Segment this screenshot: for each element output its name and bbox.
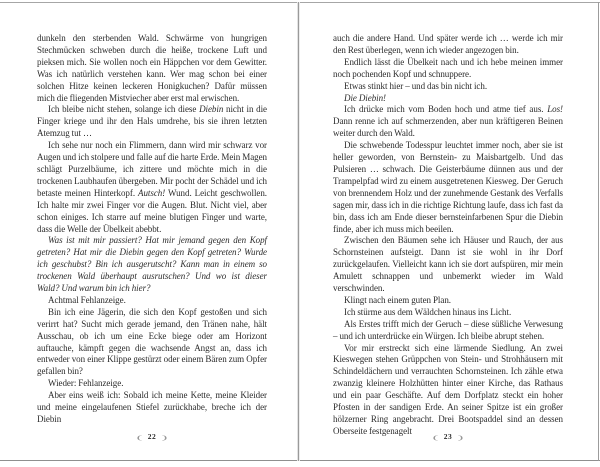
text-run: Dann renne ich auf schmerzenden, aber nun kräftigeren Beinen weiter durch den Wald.: [333, 116, 563, 139]
text-run: Was ist mit mir passiert? Hat mir jemand gegen den Kopf getreten? Hat mir die Diebin gegen den Kopf getreten? Wurde ich geschubst? Bin ich ausgerutscht? Kann man in einem so trockenen Wald überhaupt ausrutschen? Und wo ist dieser Wald? Und warum bin ich hier?: [37, 235, 267, 294]
paragraph: [333, 93, 563, 105]
text-run: dunkeln den sterbenden Wald. Schwärme von hungrigen Stechmücken schweben durch die heiße, trockene Luft und pieksen mich. Sie wollen noch ein Häppchen vor dem Gewitter. Was ich natürlich verstehen kann. Wer mag schon bei einer solchen Hitze keinen leckeren Honigkuchen? Dafür müssen mich die fliegenden Mistviecher aber erst mal erwischen.: [37, 33, 267, 103]
paragraph: [37, 378, 267, 390]
text-run: Aber eins weiß ich: Sobald ich meine Kette, meine Kleider und meine eingelaufenen Stiefel zurückhabe, breche ich der Diebin: [37, 390, 267, 424]
page-left-folio: [37, 427, 267, 445]
paragraph: [333, 81, 563, 93]
scan-bottom-edge-line: [0, 460, 600, 461]
text-run: Als Erstes trifft mich der Geruch – diese süßliche Verwesung – und ich unterdrücke ein Würgen. Ich bleibe abrupt stehen.: [333, 318, 563, 341]
paragraph: [37, 295, 267, 307]
text-run: Vor mir erstreckt sich eine lärmende Siedlung. An zwei Kieswegen stehen Grüppchen von Stein- und Strohhäusern mit Schindeldächern und verrauchten Schornsteinen. Ich zähle etwa zwanzig kleinere Holzhütten hinter einer Kirche, das Rathaus und ein paar Geschäfte. Auf dem Dorfplatz steckt ein hoher Pfosten in der sandigen Erde. An seiner Spitze ist ein großer hölzerner Ring angebracht. Drei Bootspaddel sind an dessen Oberseite festgenagelt: [333, 342, 563, 436]
text-run: Ich bleibe nicht stehen, solange ich diese: [48, 104, 200, 115]
text-run: Ich drücke mich vom Boden hoch und atme tief aus.: [344, 104, 548, 115]
text-run: Wund. Leicht geschwollen. Ich halte mir zwei Finger vor die Augen. Blut. Nicht viel, aber schon einiges. Ich starre auf meine blutigen Finger und warte, dass die Welle der Übelkeit abebbt.: [37, 187, 267, 234]
scan-right-edge-line: [598, 2, 599, 461]
paragraph: [333, 343, 563, 438]
text-run: Diebin: [199, 104, 224, 115]
paragraph: [37, 140, 267, 235]
paragraph: [333, 57, 563, 81]
text-run: Ich sehe nur noch ein Flimmern, dann wird mir schwarz vor Augen und ich stolpere und falle auf die harte Erde. Mein Magen schlägt Purzelbäume, ich zittere und möchte mich in die trockenen Laubhaufen übergeben. Mir pocht der Schädel und ich betaste meinen Hinterkopf.: [37, 140, 267, 198]
paragraph: [37, 390, 267, 426]
folio-ornament-open: (: [136, 433, 143, 441]
page-number-left: 22: [147, 432, 157, 441]
text-run: Bin ich eine Jägerin, die sich den Kopf gestoßen und sich verirrt hat? Sucht mich gerade jemand, den Tränen nahe, hält Ausschau, ob ich um eine Ecke biege oder am Horizont auftauche, kämpft gegen die wachsende Angst an, dass ich entweder von einer Klippe gestürzt oder einem Bären zum Opfer gefallen bin?: [37, 306, 267, 377]
text-run: Etwas stinkt hier – und das bin nicht ich.: [344, 80, 488, 91]
paragraph: [37, 307, 267, 378]
text-run: Klingt nach einem guten Plan.: [344, 294, 451, 305]
text-run: Die schwebende Todesspur leuchtet immer noch, aber sie ist heller geworden, von Bernstein- zu Maisbartgelb. Und das Pulsieren … schwach. Die Geisterbäume dünnen aus und der Trampelpfad wird zu einem ausgetretenen Kiesweg. Der Geruch von brennendem Holz und der zunehmende Gestank des Verfalls sagen mir, dass ich in die richtige Richtung laufe, dass ich fast da bin, dass ich am Ende dieser bernsteinfarbenen Spur die Diebin finde, aber ich muss mich beeilen.: [333, 140, 563, 234]
paragraph: [333, 104, 563, 140]
page-number-right: 23: [443, 432, 453, 441]
scan-top-edge-line: [0, 2, 600, 3]
page-right-text: [333, 33, 563, 438]
paragraph: [333, 33, 563, 57]
paragraph: [333, 307, 563, 319]
text-run: Los!: [547, 104, 563, 115]
folio-ornament-open: (: [432, 433, 439, 441]
text-run: Die Diebin!: [344, 92, 386, 103]
text-run: Wieder: Fehlanzeige.: [48, 378, 124, 389]
folio-ornament-close: ): [457, 433, 464, 441]
text-run: Achtmal Fehlanzeige.: [48, 294, 126, 305]
text-run: Autsch!: [138, 187, 166, 198]
paragraph: [333, 319, 563, 343]
paragraph: [333, 235, 563, 295]
paragraph: [37, 235, 267, 295]
paragraph: [37, 33, 267, 104]
text-run: auch die andere Hand. Und später werde ich … werde ich mir den Rest überlegen, wenn ich wieder angezogen bin.: [333, 33, 563, 55]
folio-ornament-close: ): [161, 433, 168, 441]
text-run: Zwischen den Bäumen sehe ich Häuser und Rauch, der aus Schornsteinen aufsteigt. Dann ist sie wohl in ihr Dorf zurückgelaufen. Vielleicht kann ich sie dort aufspüren, mir mein Amulett schnappen und unbemerkt wieder im Wald verschwinden.: [333, 235, 563, 294]
paragraph: [37, 104, 267, 140]
text-run: nicht in die Finger kriege und ihr den Hals umdrehe, bis sie ihren letzten Atemzug tut …: [37, 104, 267, 139]
book-gutter-line: [298, 2, 299, 461]
paragraph: [333, 295, 563, 307]
page-right-folio: [333, 427, 563, 445]
text-run: Ich stürme aus dem Wäldchen hinaus ins Licht.: [344, 306, 512, 317]
text-run: Endlich lässt die Übelkeit nach und ich hebe meinen immer noch pochenden Kopf und schnuppere.: [333, 56, 563, 79]
paragraph: [333, 140, 563, 235]
page-left-text: [37, 33, 267, 426]
